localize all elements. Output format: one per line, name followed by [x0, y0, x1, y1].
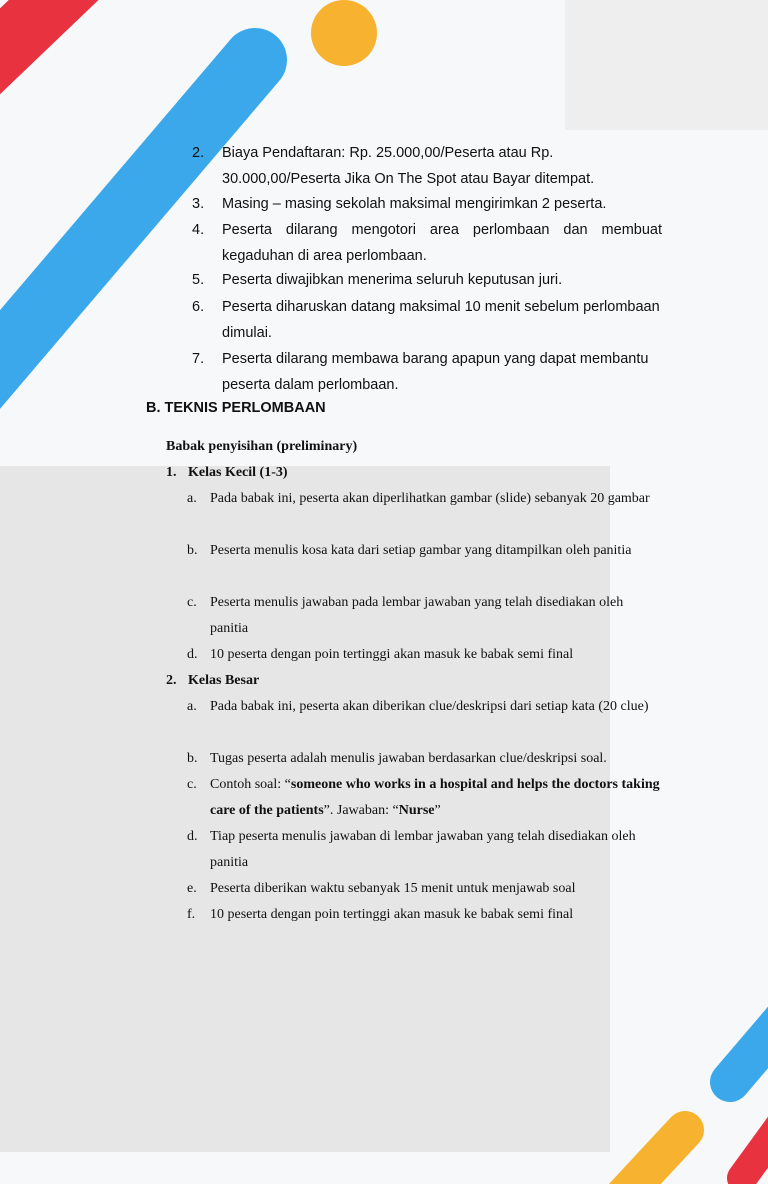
item-letter: c. — [187, 777, 197, 792]
item-text: Tugas peserta adalah menulis jawaban berdasarkan clue/deskripsi soal. — [210, 751, 607, 766]
example-answer: Nurse — [398, 803, 435, 818]
item-text — [210, 772, 660, 824]
round-title: Babak penyisihan (preliminary) — [166, 439, 358, 454]
item-text: Peserta menulis kosa kata dari setiap gambar yang ditampilkan oleh panitia — [210, 543, 632, 558]
rule-number: 3. — [192, 196, 205, 212]
item-letter: f. — [187, 907, 196, 922]
item-text: Tiap peserta menulis jawaban di lembar jawaban yang telah disediakan oleh panitia — [210, 829, 636, 870]
item-text: Peserta menulis jawaban pada lembar jawaban yang telah disediakan oleh panitia — [210, 595, 624, 636]
rule-text: Peserta dilarang membawa barang apapun yang dapat membantu peserta dalam perlombaan. — [222, 351, 649, 393]
rule-number: 2. — [192, 145, 205, 161]
rule-number: 4. — [192, 222, 205, 238]
item-text: 10 peserta dengan poin tertinggi akan masuk ke babak semi final — [210, 907, 574, 922]
rule-number: 6. — [192, 299, 205, 315]
item-text: Pada babak ini, peserta akan diperlihatkan gambar (slide) sebanyak 20 gambar — [210, 491, 650, 506]
rule-text: Peserta diharuskan datang maksimal 10 menit sebelum perlombaan dimulai. — [222, 299, 660, 341]
item-letter: a. — [187, 491, 197, 506]
rule-text: Masing – masing sekolah maksimal mengirimkan 2 peserta. — [222, 196, 607, 212]
item-letter: d. — [187, 647, 198, 662]
item-text: Pada babak ini, peserta akan diberikan clue/deskripsi dari setiap kata (20 clue) — [210, 699, 649, 714]
item-text: 10 peserta dengan poin tertinggi akan masuk ke babak semi final — [210, 647, 574, 662]
rule-number: 7. — [192, 351, 205, 367]
rule-text: Peserta diwajibkan menerima seluruh keputusan juri. — [222, 272, 563, 288]
class-title — [166, 465, 288, 481]
example-prefix: Contoh soal: “ — [210, 777, 291, 792]
item-letter: c. — [187, 595, 197, 610]
example-suffix: ” — [434, 803, 441, 818]
item-letter: d. — [187, 829, 198, 844]
class-title-text: Kelas Kecil (1-3) — [188, 465, 288, 480]
section-heading: B. TEKNIS PERLOMBAAN — [146, 400, 326, 416]
class-title — [166, 673, 259, 689]
example-middle: ”. Jawaban: “ — [323, 803, 399, 818]
item-letter: a. — [187, 699, 197, 714]
item-letter: b. — [187, 751, 198, 766]
rule-text: Biaya Pendaftaran: Rp. 25.000,00/Peserta atau Rp. 30.000,00/Peserta Jika On The Spot atau Bayar ditempat. — [222, 145, 595, 187]
rule-number: 5. — [192, 272, 205, 288]
rule-text: Peserta dilarang mengotori area perlombaan dan membuat kegaduhan di area perlombaan. — [222, 222, 662, 264]
class-number: 2. — [166, 673, 177, 688]
item-letter: e. — [187, 881, 197, 896]
item-letter: b. — [187, 543, 198, 558]
class-title-text: Kelas Besar — [188, 673, 260, 688]
example-question: someone who works in a hospital and helps the doctors taking care of the patients — [210, 777, 660, 818]
class-number: 1. — [166, 465, 177, 480]
item-text: Peserta diberikan waktu sebanyak 15 menit untuk menjawab soal — [210, 881, 576, 896]
